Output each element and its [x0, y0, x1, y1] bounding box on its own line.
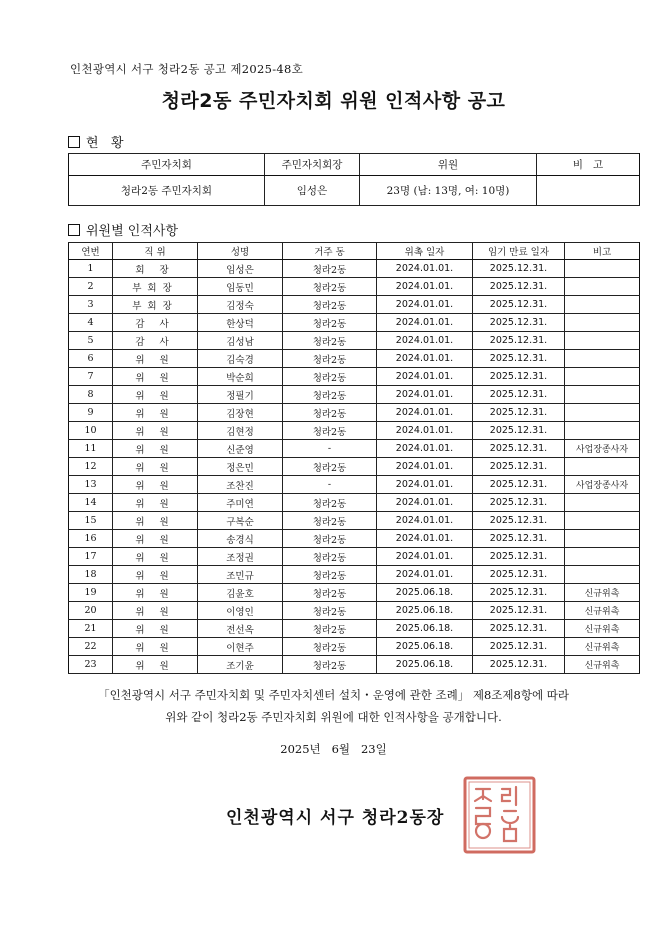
member-cell	[565, 512, 640, 530]
member-cell: 위 원	[113, 584, 198, 602]
member-cell: 2024.01.01.	[377, 422, 473, 440]
members-header-cell: 임기 만료 일자	[473, 243, 565, 260]
member-cell: 2024.01.01.	[377, 260, 473, 278]
member-cell: 청라2동	[283, 602, 377, 620]
member-cell: 2	[69, 278, 113, 296]
members-header-cell: 연번	[69, 243, 113, 260]
member-cell: 신규위촉	[565, 656, 640, 674]
member-cell: 신규위촉	[565, 638, 640, 656]
member-cell: 16	[69, 530, 113, 548]
status-header-cell: 비 고	[537, 154, 640, 176]
member-cell: 이영인	[198, 602, 283, 620]
member-cell	[565, 278, 640, 296]
member-cell: 구복순	[198, 512, 283, 530]
member-cell: -	[283, 440, 377, 458]
member-cell: 김숙경	[198, 350, 283, 368]
member-row	[69, 314, 640, 332]
member-cell: 2025.12.31.	[473, 260, 565, 278]
member-cell: 이현주	[198, 638, 283, 656]
member-cell: 2024.01.01.	[377, 404, 473, 422]
member-cell: 위 원	[113, 494, 198, 512]
member-cell: 박순희	[198, 368, 283, 386]
member-cell: 위 원	[113, 404, 198, 422]
member-cell: 17	[69, 548, 113, 566]
member-cell	[565, 368, 640, 386]
member-cell: 청라2동	[283, 386, 377, 404]
member-cell: 15	[69, 512, 113, 530]
member-cell: 2025.12.31.	[473, 566, 565, 584]
member-cell: 6	[69, 350, 113, 368]
member-row	[69, 278, 640, 296]
member-cell: 9	[69, 404, 113, 422]
status-table	[68, 153, 640, 206]
member-cell: 위 원	[113, 566, 198, 584]
member-cell: 2025.12.31.	[473, 386, 565, 404]
member-cell: 19	[69, 584, 113, 602]
member-row	[69, 404, 640, 422]
member-cell	[565, 404, 640, 422]
member-cell: 14	[69, 494, 113, 512]
member-cell: 청라2동	[283, 548, 377, 566]
member-cell: 13	[69, 476, 113, 494]
issuer-name: 인천광역시 서구 청라2동장	[226, 808, 445, 828]
member-cell: 2025.12.31.	[473, 458, 565, 476]
member-row	[69, 440, 640, 458]
member-cell: 감 사	[113, 314, 198, 332]
checkbox-square-icon	[68, 224, 80, 236]
member-row	[69, 296, 640, 314]
member-cell: 위 원	[113, 386, 198, 404]
member-cell: 위 원	[113, 620, 198, 638]
member-row	[69, 656, 640, 674]
member-cell	[565, 548, 640, 566]
member-cell: 7	[69, 368, 113, 386]
members-table	[68, 242, 640, 674]
member-cell: 2025.12.31.	[473, 494, 565, 512]
member-cell: 위 원	[113, 638, 198, 656]
member-cell: 2024.01.01.	[377, 332, 473, 350]
member-cell: 2024.01.01.	[377, 350, 473, 368]
member-cell: 2025.06.18.	[377, 584, 473, 602]
member-cell: 20	[69, 602, 113, 620]
status-header-cell: 주민자치회	[69, 154, 265, 176]
member-cell: 2024.01.01.	[377, 296, 473, 314]
member-cell: 2025.12.31.	[473, 530, 565, 548]
member-cell: 2025.12.31.	[473, 584, 565, 602]
member-cell	[565, 260, 640, 278]
member-cell: 2025.12.31.	[473, 332, 565, 350]
checkbox-square-icon	[68, 136, 80, 148]
member-cell: 2024.01.01.	[377, 476, 473, 494]
member-row	[69, 620, 640, 638]
member-cell: 4	[69, 314, 113, 332]
member-cell: 조기윤	[198, 656, 283, 674]
member-cell: 조찬진	[198, 476, 283, 494]
member-cell: 2025.06.18.	[377, 638, 473, 656]
member-cell: 2025.12.31.	[473, 368, 565, 386]
member-row	[69, 260, 640, 278]
member-row	[69, 494, 640, 512]
member-cell: 청라2동	[283, 332, 377, 350]
member-cell: 위 원	[113, 548, 198, 566]
member-cell: 임동민	[198, 278, 283, 296]
member-cell: 사업장종사자	[565, 440, 640, 458]
member-cell: 청라2동	[283, 566, 377, 584]
member-cell: 2024.01.01.	[377, 458, 473, 476]
member-cell: 2025.12.31.	[473, 476, 565, 494]
member-cell: 신규위촉	[565, 584, 640, 602]
member-row	[69, 602, 640, 620]
member-cell	[565, 422, 640, 440]
members-table-body	[69, 260, 640, 674]
member-cell: 송경식	[198, 530, 283, 548]
member-cell: 청라2동	[283, 296, 377, 314]
status-cell: 23명 (남: 13명, 여: 10명)	[360, 176, 537, 206]
member-cell: 2025.12.31.	[473, 602, 565, 620]
members-header-cell: 성명	[198, 243, 283, 260]
member-cell: 2024.01.01.	[377, 512, 473, 530]
footer-legal-basis: 「인천광역시 서구 주민자치회 및 주민자치센터 설치・운영에 관한 조례」 제8조제8항에 따라	[98, 688, 569, 702]
member-cell: 신준영	[198, 440, 283, 458]
member-cell: 2025.12.31.	[473, 314, 565, 332]
members-heading-text: 위원별 인적사항	[86, 224, 179, 239]
member-cell: 1	[69, 260, 113, 278]
member-cell: 주미연	[198, 494, 283, 512]
member-cell: 2024.01.01.	[377, 314, 473, 332]
member-row	[69, 548, 640, 566]
member-cell: 2025.06.18.	[377, 656, 473, 674]
member-cell: 청라2동	[283, 530, 377, 548]
member-cell: 3	[69, 296, 113, 314]
status-table-header-row	[69, 154, 640, 176]
members-header-cell: 거주 동	[283, 243, 377, 260]
notice-date: 2025년 6월 23일	[280, 742, 387, 756]
member-row	[69, 332, 640, 350]
member-cell: 청라2동	[283, 584, 377, 602]
member-cell: 2025.12.31.	[473, 350, 565, 368]
member-cell	[565, 458, 640, 476]
member-cell: 임성은	[198, 260, 283, 278]
member-cell: 2024.01.01.	[377, 368, 473, 386]
member-cell: 2025.12.31.	[473, 620, 565, 638]
member-cell	[565, 296, 640, 314]
member-cell: 청라2동	[283, 404, 377, 422]
status-section-heading	[68, 132, 124, 151]
member-row	[69, 350, 640, 368]
member-row	[69, 566, 640, 584]
member-cell: 2024.01.01.	[377, 530, 473, 548]
document-title: 청라2동 주민자치회 위원 인적사항 공고	[161, 90, 506, 112]
member-cell: 2025.12.31.	[473, 548, 565, 566]
member-row	[69, 368, 640, 386]
member-cell: 위 원	[113, 602, 198, 620]
members-header-cell: 위촉 일자	[377, 243, 473, 260]
footer-disclosure-statement: 위와 같이 청라2동 주민자치회 위원에 대한 인적사항을 공개합니다.	[165, 710, 502, 724]
member-cell: 청라2동	[283, 512, 377, 530]
status-cell	[537, 176, 640, 206]
member-cell: 2025.06.18.	[377, 620, 473, 638]
member-cell: 21	[69, 620, 113, 638]
member-cell: 신규위촉	[565, 620, 640, 638]
member-cell: 김현정	[198, 422, 283, 440]
member-cell: 신규위촉	[565, 602, 640, 620]
member-cell: 청라2동	[283, 638, 377, 656]
member-cell: 2025.12.31.	[473, 512, 565, 530]
member-cell: 2024.01.01.	[377, 494, 473, 512]
member-cell: 청라2동	[283, 422, 377, 440]
member-cell: 2024.01.01.	[377, 386, 473, 404]
member-cell: 2024.01.01.	[377, 278, 473, 296]
member-cell: 회 장	[113, 260, 198, 278]
status-header-cell: 주민자치회장	[265, 154, 360, 176]
status-header-cell: 위원	[360, 154, 537, 176]
member-cell: 위 원	[113, 368, 198, 386]
members-section-heading	[68, 220, 178, 239]
member-cell: 2025.12.31.	[473, 638, 565, 656]
member-cell: 2024.01.01.	[377, 548, 473, 566]
member-cell: 2025.12.31.	[473, 278, 565, 296]
members-header-cell: 직 위	[113, 243, 198, 260]
member-cell: 전선옥	[198, 620, 283, 638]
member-cell: 청라2동	[283, 458, 377, 476]
member-cell: 23	[69, 656, 113, 674]
member-cell: 부회장	[113, 296, 198, 314]
member-cell: 18	[69, 566, 113, 584]
member-cell	[565, 350, 640, 368]
status-cell: 청라2동 주민자치회	[69, 176, 265, 206]
member-cell: 부회장	[113, 278, 198, 296]
member-cell: 2024.01.01.	[377, 440, 473, 458]
status-heading-text: 현 황	[86, 136, 124, 151]
member-row	[69, 512, 640, 530]
member-cell: 김장현	[198, 404, 283, 422]
member-cell: 위 원	[113, 512, 198, 530]
member-cell	[565, 494, 640, 512]
member-cell	[565, 530, 640, 548]
member-cell: 청라2동	[283, 494, 377, 512]
member-cell: 8	[69, 386, 113, 404]
member-cell: 5	[69, 332, 113, 350]
member-cell: 12	[69, 458, 113, 476]
member-cell: 22	[69, 638, 113, 656]
member-cell: 11	[69, 440, 113, 458]
member-cell: 감 사	[113, 332, 198, 350]
member-cell: 조민규	[198, 566, 283, 584]
status-cell: 임성은	[265, 176, 360, 206]
member-cell: 2025.12.31.	[473, 404, 565, 422]
member-row	[69, 476, 640, 494]
member-cell: 위 원	[113, 350, 198, 368]
member-row	[69, 386, 640, 404]
member-cell: 2025.12.31.	[473, 656, 565, 674]
member-cell	[565, 386, 640, 404]
member-cell: 2025.12.31.	[473, 440, 565, 458]
member-row	[69, 530, 640, 548]
member-cell: 청라2동	[283, 620, 377, 638]
member-cell: 청라2동	[283, 278, 377, 296]
member-cell: 위 원	[113, 656, 198, 674]
member-cell: 2025.12.31.	[473, 422, 565, 440]
member-cell: 위 원	[113, 440, 198, 458]
member-cell: 청라2동	[283, 656, 377, 674]
member-row	[69, 638, 640, 656]
member-cell: 청라2동	[283, 350, 377, 368]
member-cell: 10	[69, 422, 113, 440]
member-cell: 청라2동	[283, 368, 377, 386]
member-row	[69, 458, 640, 476]
member-cell: 2025.06.18.	[377, 602, 473, 620]
member-cell: 위 원	[113, 422, 198, 440]
member-cell	[565, 332, 640, 350]
member-cell: 김윤호	[198, 584, 283, 602]
member-row	[69, 422, 640, 440]
members-header-cell: 비고	[565, 243, 640, 260]
member-cell: 2025.12.31.	[473, 296, 565, 314]
member-cell: 2024.01.01.	[377, 566, 473, 584]
member-cell: -	[283, 476, 377, 494]
member-cell: 청라2동	[283, 260, 377, 278]
member-cell: 조정권	[198, 548, 283, 566]
member-cell: 사업장종사자	[565, 476, 640, 494]
member-cell: 위 원	[113, 458, 198, 476]
member-cell: 정필기	[198, 386, 283, 404]
status-table-row	[69, 176, 640, 206]
member-cell	[565, 566, 640, 584]
member-cell: 위 원	[113, 530, 198, 548]
official-seal-icon	[462, 775, 537, 855]
member-cell: 김성남	[198, 332, 283, 350]
member-cell: 정은민	[198, 458, 283, 476]
member-row	[69, 584, 640, 602]
member-cell	[565, 314, 640, 332]
member-cell: 위 원	[113, 476, 198, 494]
member-cell: 청라2동	[283, 314, 377, 332]
notice-number: 인천광역시 서구 청라2동 공고 제2025-48호	[70, 62, 304, 76]
member-cell: 김정숙	[198, 296, 283, 314]
members-table-header-row	[69, 243, 640, 260]
member-cell: 한상덕	[198, 314, 283, 332]
